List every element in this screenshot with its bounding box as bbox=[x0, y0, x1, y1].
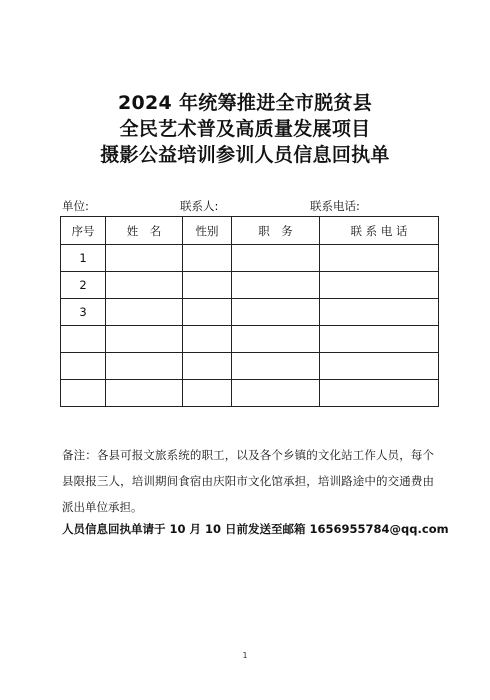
name-cell[interactable] bbox=[106, 326, 183, 353]
phone-cell[interactable] bbox=[320, 380, 439, 407]
table-row bbox=[61, 353, 439, 380]
phone-cell[interactable] bbox=[320, 299, 439, 326]
remarks-paragraph: 备注：各县可报文旅系统的职工，以及各个乡镇的文化站工作人员，每个县限报三人，培训期间食宿由庆阳市文化馆承担，培训路途中的交通费由派出单位承担。 bbox=[62, 448, 434, 514]
gender-cell[interactable] bbox=[183, 245, 232, 272]
gender-cell[interactable] bbox=[183, 326, 232, 353]
name-cell[interactable] bbox=[106, 245, 183, 272]
position-cell[interactable] bbox=[232, 380, 320, 407]
participant-table bbox=[60, 216, 439, 407]
header-fields bbox=[62, 198, 442, 216]
row-seq-cell bbox=[61, 353, 106, 380]
unit-field-label: 单位: bbox=[62, 199, 89, 213]
table-row bbox=[61, 380, 439, 407]
header-name: 姓 名 bbox=[106, 217, 183, 245]
row-seq-cell bbox=[61, 380, 106, 407]
position-cell[interactable] bbox=[232, 353, 320, 380]
header-position: 职 务 bbox=[232, 217, 320, 245]
phone-cell[interactable] bbox=[320, 353, 439, 380]
position-cell[interactable] bbox=[232, 326, 320, 353]
table-row bbox=[61, 245, 439, 272]
row-seq-cell: 3 bbox=[61, 299, 106, 326]
title-line-3: 摄影公益培训参训人员信息回执单 bbox=[100, 144, 390, 166]
phone-field-label: 联系电话: bbox=[310, 199, 360, 213]
row-seq-cell: 1 bbox=[61, 245, 106, 272]
header-seq: 序号 bbox=[61, 217, 106, 245]
title-line-1: 2024 年统筹推进全市脱贫县 bbox=[118, 92, 372, 114]
header-phone: 联 系 电 话 bbox=[320, 217, 439, 245]
gender-cell[interactable] bbox=[183, 380, 232, 407]
name-cell[interactable] bbox=[106, 299, 183, 326]
name-cell[interactable] bbox=[106, 380, 183, 407]
name-cell[interactable] bbox=[106, 272, 183, 299]
table-row bbox=[61, 272, 439, 299]
page-number: 1 bbox=[242, 651, 248, 660]
table-header-row bbox=[61, 217, 439, 245]
submission-instruction: 人员信息回执单请于 10 月 10 日前发送至邮箱 1656955784@qq.com bbox=[62, 522, 449, 536]
gender-cell[interactable] bbox=[183, 299, 232, 326]
position-cell[interactable] bbox=[232, 245, 320, 272]
position-cell[interactable] bbox=[232, 299, 320, 326]
gender-cell[interactable] bbox=[183, 353, 232, 380]
contact-field-label: 联系人: bbox=[180, 199, 219, 213]
header-gender: 性别 bbox=[183, 217, 232, 245]
row-seq-cell bbox=[61, 326, 106, 353]
row-seq-cell: 2 bbox=[61, 272, 106, 299]
phone-cell[interactable] bbox=[320, 245, 439, 272]
phone-cell[interactable] bbox=[320, 272, 439, 299]
table-row bbox=[61, 299, 439, 326]
gender-cell[interactable] bbox=[183, 272, 232, 299]
title-line-2: 全民艺术普及高质量发展项目 bbox=[119, 118, 371, 140]
phone-cell[interactable] bbox=[320, 326, 439, 353]
document-title bbox=[0, 90, 490, 168]
position-cell[interactable] bbox=[232, 272, 320, 299]
table-row bbox=[61, 326, 439, 353]
name-cell[interactable] bbox=[106, 353, 183, 380]
